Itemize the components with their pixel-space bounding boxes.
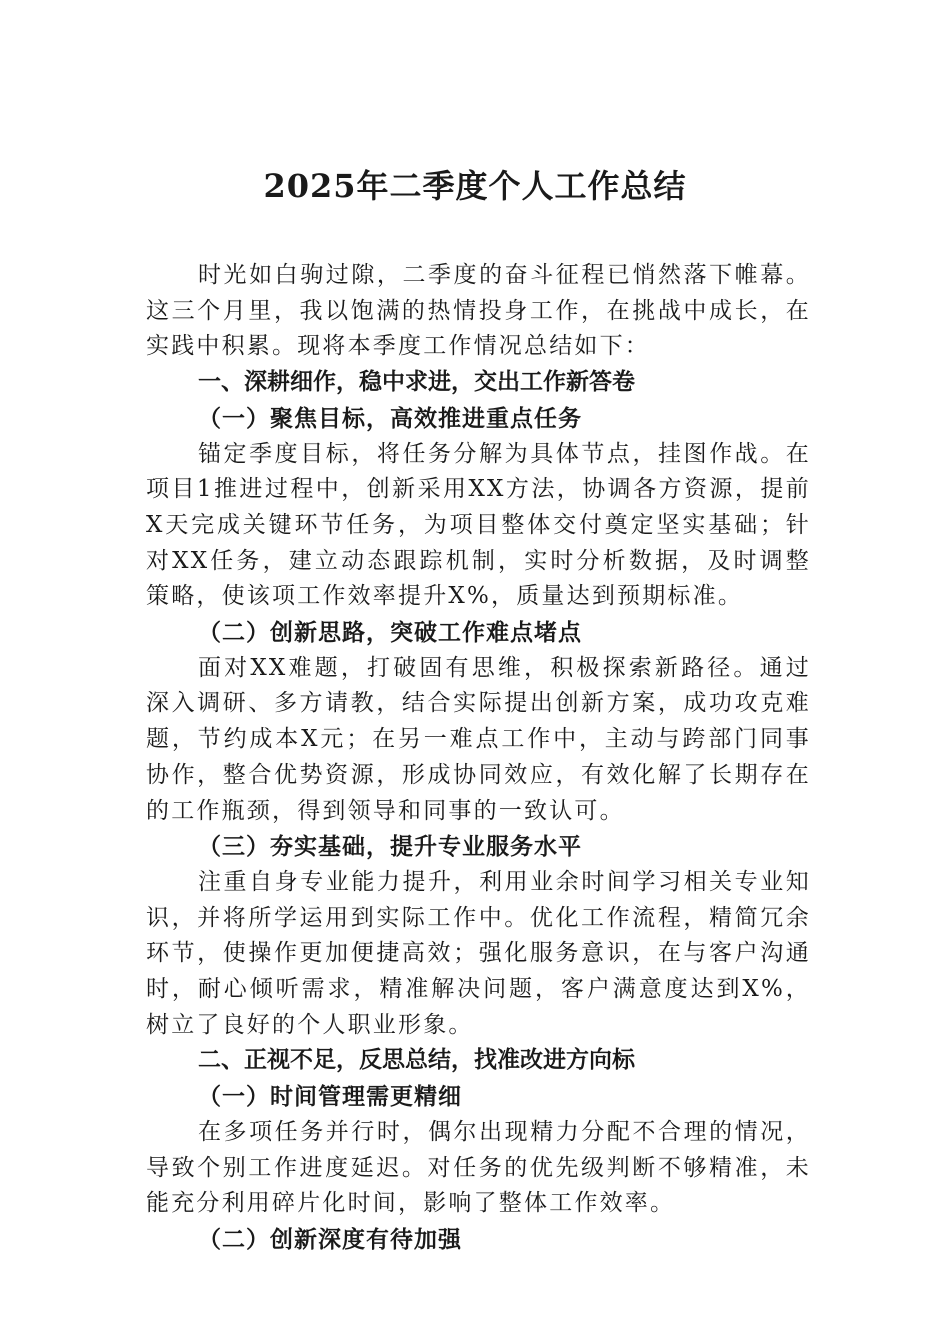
section-2-sub-1-heading: （一）时间管理需更精细 [198, 1083, 462, 1111]
intro-paragraph: 时光如白驹过隙，二季度的奋斗征程已悄然落下帷幕。这三个月里，我以饱满的热情投身工作，在挑战中成长，在实践中积累。现将本季度工作情况总结如下： [146, 262, 811, 360]
section-1-sub-2-body: 面对XX难题，打破固有思维，积极探索新路径。通过深入调研、多方请教，结合实际提出创新方案，成功攻克难题，节约成本X元；在另一难点工作中，主动与跨部门同事协作，整合优势资源，形成协同效应，有效化解了长期存在的工作瓶颈，得到领导和同事的一致认可。 [146, 654, 811, 824]
section-1-sub-1-heading: （一）聚焦目标，高效推进重点任务 [198, 404, 582, 432]
section-1-sub-2-heading: （二）创新思路，突破工作难点堵点 [198, 619, 582, 647]
section-2-sub-2-heading: （二）创新深度有待加强 [198, 1225, 462, 1253]
section-1-sub-3-body: 注重自身专业能力提升，利用业余时间学习相关专业知识，并将所学运用到实际工作中。优化工作流程，精简冗余环节，使操作更加便捷高效；强化服务意识，在与客户沟通时，耐心倾听需求，精准解决问题，客户满意度达到X%，树立了良好的个人职业形象。 [146, 868, 811, 1038]
section-1-heading: 一、深耕细作，稳中求进，交出工作新答卷 [198, 369, 635, 396]
section-2-sub-1-body: 在多项任务并行时，偶尔出现精力分配不合理的情况，导致个别工作进度延迟。对任务的优先级判断不够精准，未能充分利用碎片化时间，影响了整体工作效率。 [146, 1118, 811, 1217]
document-title: 2025年二季度个人工作总结 [263, 167, 687, 205]
document-body [146, 258, 811, 1258]
section-2-heading: 二、正视不足，反思总结，找准改进方向标 [198, 1047, 635, 1074]
section-1-sub-1-body: 锚定季度目标，将任务分解为具体节点，挂图作战。在项目1推进过程中，创新采用XX方法，协调各方资源，提前X天完成关键环节任务，为项目整体交付奠定坚实基础；针对XX任务，建立动态跟踪机制，实时分析数据，及时调整策略，使该项工作效率提升X%，质量达到预期标准。 [146, 440, 811, 610]
section-1-sub-3-heading: （三）夯实基础，提升专业服务水平 [198, 833, 582, 861]
